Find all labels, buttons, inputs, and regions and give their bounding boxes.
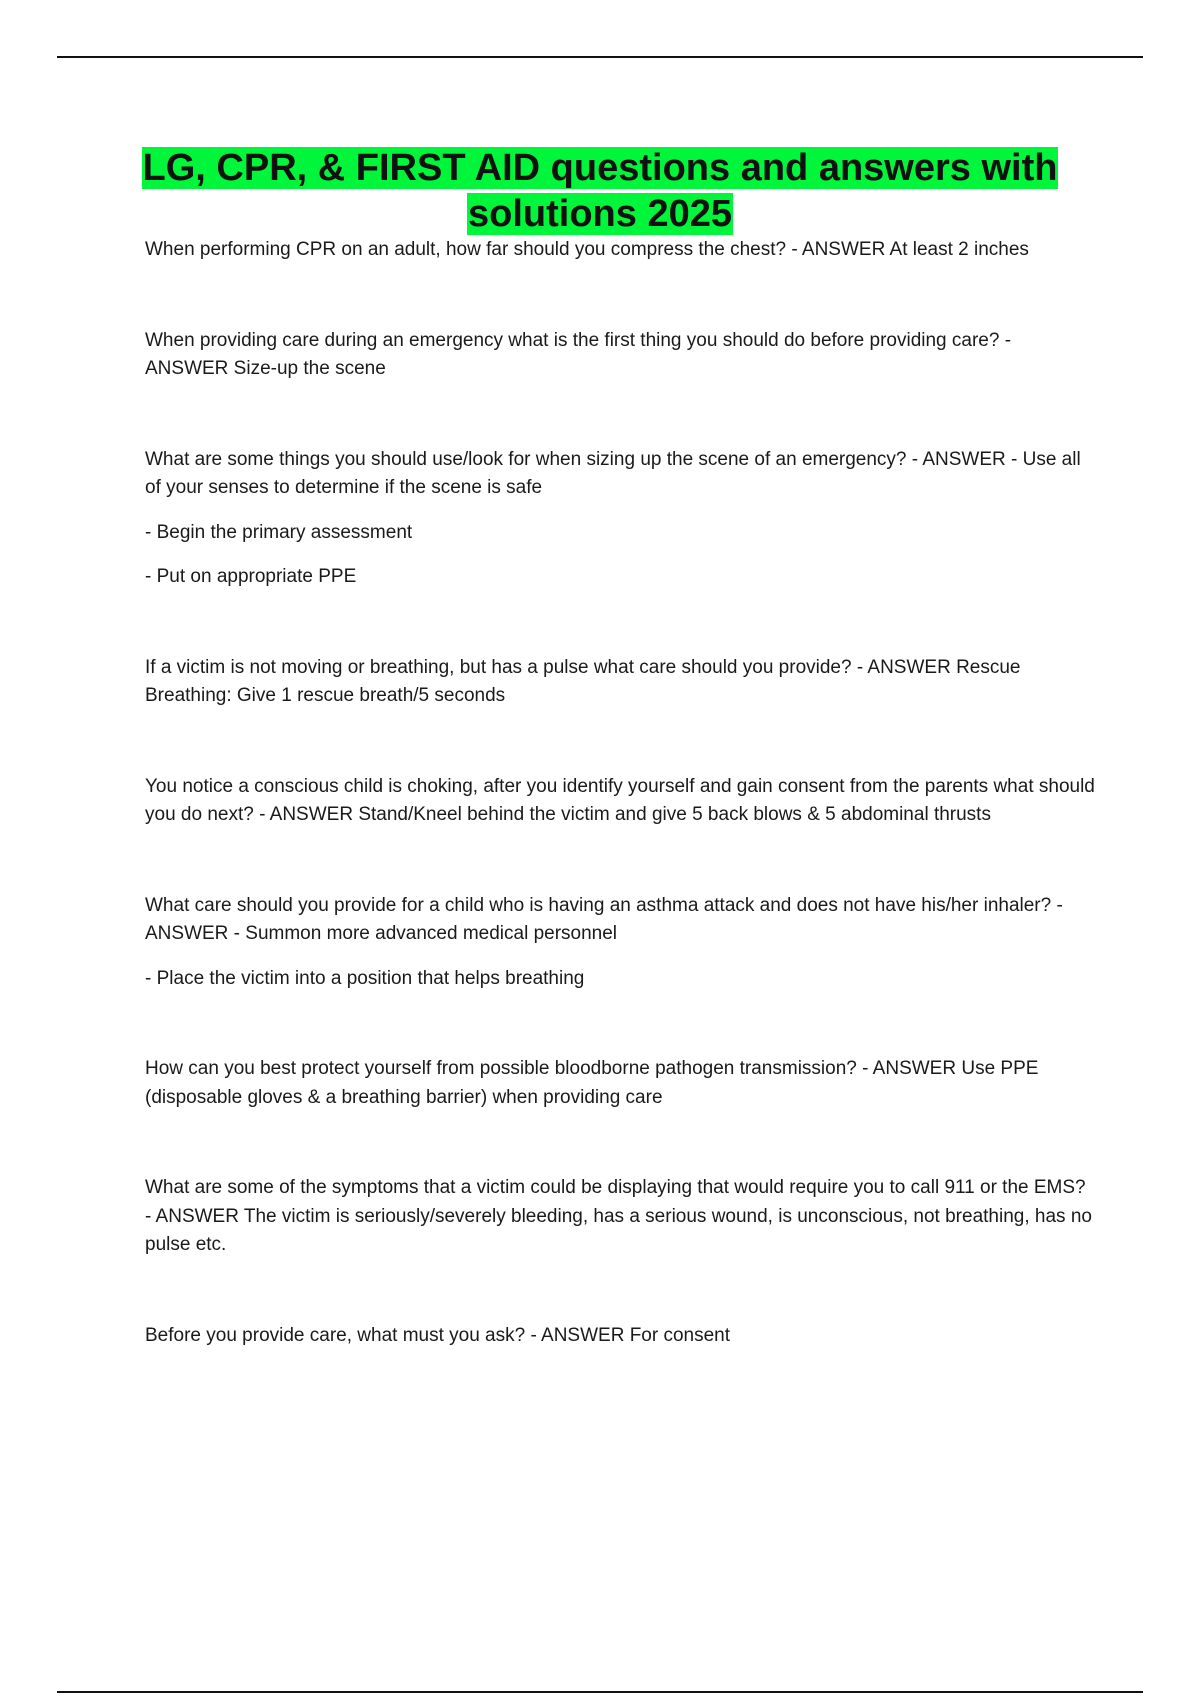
qa-entry — [145, 1055, 1095, 1112]
qa-text: Before you provide care, what must you ask? - ANSWER For consent — [145, 1324, 731, 1346]
footer-rule — [57, 1691, 1143, 1693]
document-title-text: LG, CPR, & FIRST AID questions and answers with solutions 2025 — [142, 147, 1058, 235]
qa-entry — [145, 773, 1095, 830]
qa-bullet: - Place the victim into a position that helps breathing — [145, 967, 585, 989]
qa-text: If a victim is not moving or breathing, but has a pulse what care should you provide? - ANSWER Rescue Breathing: Give 1 rescue breath/5 seconds — [145, 656, 1021, 706]
qa-text: You notice a conscious child is choking, after you identify yourself and gain consent from the parents what should you do next? - ANSWER Stand/Kneel behind the victim and give 5 back blows & 5 abdominal thrusts — [145, 775, 1095, 825]
qa-list — [145, 236, 1095, 1412]
qa-entry — [145, 1174, 1095, 1260]
qa-text: What are some things you should use/look for when sizing up the scene of an emergency? - ANSWER - Use all of your senses to determine if the scene is safe — [145, 448, 1081, 498]
qa-text: What care should you provide for a child who is having an asthma attack and does not have his/her inhaler? - ANSWER - Summon more advanced medical personnel — [145, 894, 1063, 944]
qa-entry — [145, 236, 1095, 265]
qa-entry — [145, 327, 1095, 384]
qa-entry — [145, 1322, 1095, 1351]
qa-entry — [145, 654, 1095, 711]
qa-text: What are some of the symptoms that a victim could be displaying that would require you to call 911 or the EMS? - ANSWER The victim is seriously/severely bleeding, has a serious wound, is unconscious, not breathing, has no pulse etc. — [145, 1177, 1092, 1255]
document-title — [100, 145, 1100, 237]
qa-text: When providing care during an emergency what is the first thing you should do before providing care? - ANSWER Size-up the scene — [145, 329, 1012, 379]
qa-entry — [145, 446, 1095, 592]
qa-entry — [145, 892, 1095, 994]
header-rule — [57, 56, 1143, 58]
qa-text: How can you best protect yourself from possible bloodborne pathogen transmission? - ANSWER Use PPE (disposable gloves & a breathing barrier) when providing care — [145, 1058, 1039, 1108]
qa-text: When performing CPR on an adult, how far should you compress the chest? - ANSWER At least 2 inches — [145, 239, 1029, 260]
qa-bullet: - Put on appropriate PPE — [145, 566, 357, 587]
qa-bullet: - Begin the primary assessment — [145, 521, 413, 543]
document-title-block — [100, 145, 1100, 237]
